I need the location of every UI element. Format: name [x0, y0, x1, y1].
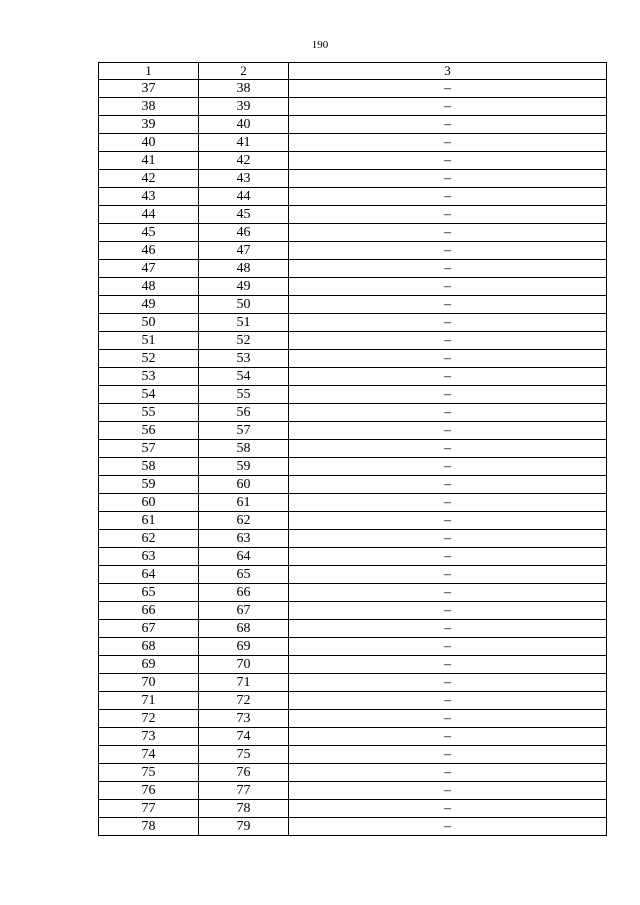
table-cell: 39	[99, 116, 199, 134]
table-row	[99, 602, 607, 620]
table-cell: 44	[99, 206, 199, 224]
table-cell: –	[289, 584, 607, 602]
table-row	[99, 764, 607, 782]
table-cell: 79	[199, 818, 289, 836]
column-header: 3	[289, 63, 607, 80]
table-cell: 63	[99, 548, 199, 566]
table-cell: 57	[199, 422, 289, 440]
table-cell: 74	[99, 746, 199, 764]
table-row	[99, 638, 607, 656]
table-row	[99, 242, 607, 260]
table-cell: –	[289, 818, 607, 836]
table-cell: 42	[199, 152, 289, 170]
table-row	[99, 422, 607, 440]
table-row	[99, 692, 607, 710]
table-cell: 59	[99, 476, 199, 494]
table-row	[99, 314, 607, 332]
table-cell: 67	[199, 602, 289, 620]
table-cell: 60	[99, 494, 199, 512]
table-row	[99, 674, 607, 692]
table-row	[99, 152, 607, 170]
table-row	[99, 800, 607, 818]
table-cell: –	[289, 602, 607, 620]
table-cell: –	[289, 440, 607, 458]
table-cell: 43	[199, 170, 289, 188]
table-cell: 73	[199, 710, 289, 728]
table-cell: 41	[199, 134, 289, 152]
table-cell: –	[289, 278, 607, 296]
table-cell: –	[289, 98, 607, 116]
table-cell: 43	[99, 188, 199, 206]
table-cell: 65	[199, 566, 289, 584]
table-row	[99, 458, 607, 476]
table-cell: 54	[99, 386, 199, 404]
table-cell: –	[289, 728, 607, 746]
table-row	[99, 386, 607, 404]
table-cell: –	[289, 530, 607, 548]
table-cell: 38	[99, 98, 199, 116]
table-cell: 66	[199, 584, 289, 602]
table-cell: –	[289, 368, 607, 386]
table-cell: 53	[199, 350, 289, 368]
table-cell: 59	[199, 458, 289, 476]
table-cell: 75	[99, 764, 199, 782]
table-row	[99, 548, 607, 566]
table-row	[99, 134, 607, 152]
table-row	[99, 260, 607, 278]
table-row	[99, 440, 607, 458]
table-row	[99, 404, 607, 422]
table-cell: 53	[99, 368, 199, 386]
table-cell: –	[289, 260, 607, 278]
table-cell: 69	[99, 656, 199, 674]
table-row	[99, 98, 607, 116]
table-cell: –	[289, 800, 607, 818]
table-cell: –	[289, 458, 607, 476]
table-row	[99, 566, 607, 584]
table-cell: 78	[199, 800, 289, 818]
table-cell: 45	[199, 206, 289, 224]
table-cell: –	[289, 566, 607, 584]
table-cell: –	[289, 782, 607, 800]
table-cell: 56	[199, 404, 289, 422]
table-row	[99, 710, 607, 728]
table-cell: 37	[99, 80, 199, 98]
table-cell: 61	[99, 512, 199, 530]
table-cell: 48	[199, 260, 289, 278]
table-row	[99, 530, 607, 548]
table-cell: 41	[99, 152, 199, 170]
table-row	[99, 224, 607, 242]
table-cell: 68	[199, 620, 289, 638]
table-cell: 49	[199, 278, 289, 296]
page-number: 190	[311, 39, 329, 51]
table-cell: –	[289, 332, 607, 350]
table-row	[99, 728, 607, 746]
table-cell: 64	[99, 566, 199, 584]
table-cell: 61	[199, 494, 289, 512]
table-cell: –	[289, 386, 607, 404]
table-row	[99, 512, 607, 530]
table-cell: 76	[99, 782, 199, 800]
table-cell: 77	[199, 782, 289, 800]
table-cell: –	[289, 404, 607, 422]
table-cell: 52	[199, 332, 289, 350]
table-cell: 40	[99, 134, 199, 152]
table-cell: 58	[99, 458, 199, 476]
table-cell: 68	[99, 638, 199, 656]
table-row	[99, 620, 607, 638]
table-cell: 78	[99, 818, 199, 836]
table-row	[99, 476, 607, 494]
table-row	[99, 188, 607, 206]
table-cell: –	[289, 242, 607, 260]
table-cell: –	[289, 746, 607, 764]
table-cell: –	[289, 224, 607, 242]
table-row	[99, 170, 607, 188]
table-cell: 47	[99, 260, 199, 278]
table-cell: –	[289, 548, 607, 566]
table-row	[99, 278, 607, 296]
data-table	[98, 62, 607, 836]
table-cell: –	[289, 80, 607, 98]
table-cell: 62	[199, 512, 289, 530]
table-cell: 51	[199, 314, 289, 332]
table-row	[99, 350, 607, 368]
table-row	[99, 116, 607, 134]
table-cell: 55	[99, 404, 199, 422]
table-cell: 50	[99, 314, 199, 332]
table-cell: –	[289, 170, 607, 188]
table-cell: –	[289, 764, 607, 782]
table-cell: 71	[99, 692, 199, 710]
table-cell: 75	[199, 746, 289, 764]
table-row	[99, 296, 607, 314]
table-row	[99, 782, 607, 800]
table-cell: 66	[99, 602, 199, 620]
table-cell: –	[289, 116, 607, 134]
table-cell: –	[289, 512, 607, 530]
table-cell: 51	[99, 332, 199, 350]
table-row	[99, 746, 607, 764]
table-cell: 60	[199, 476, 289, 494]
table-cell: 69	[199, 638, 289, 656]
column-header: 2	[199, 63, 289, 80]
table-cell: –	[289, 638, 607, 656]
table-cell: 39	[199, 98, 289, 116]
table-cell: 49	[99, 296, 199, 314]
table-cell: –	[289, 350, 607, 368]
table-cell: 48	[99, 278, 199, 296]
table-cell: –	[289, 422, 607, 440]
table-cell: –	[289, 620, 607, 638]
table-cell: –	[289, 656, 607, 674]
table-cell: 72	[99, 710, 199, 728]
table-cell: –	[289, 476, 607, 494]
table-cell: 71	[199, 674, 289, 692]
column-header: 1	[99, 63, 199, 80]
table-cell: 74	[199, 728, 289, 746]
table-cell: 38	[199, 80, 289, 98]
table-cell: 42	[99, 170, 199, 188]
table-cell: 46	[99, 242, 199, 260]
table-cell: 47	[199, 242, 289, 260]
table-cell: 58	[199, 440, 289, 458]
table-cell: 72	[199, 692, 289, 710]
table-cell: 73	[99, 728, 199, 746]
table-cell: 63	[199, 530, 289, 548]
table-cell: 40	[199, 116, 289, 134]
table-cell: –	[289, 296, 607, 314]
table-row	[99, 656, 607, 674]
table-cell: 62	[99, 530, 199, 548]
table-cell: 54	[199, 368, 289, 386]
table-cell: –	[289, 314, 607, 332]
table-cell: –	[289, 134, 607, 152]
table-cell: 70	[99, 674, 199, 692]
table-cell: –	[289, 494, 607, 512]
table-cell: –	[289, 674, 607, 692]
table-row	[99, 332, 607, 350]
table-row	[99, 584, 607, 602]
table-header-row	[99, 63, 607, 80]
table-cell: –	[289, 710, 607, 728]
table-cell: 70	[199, 656, 289, 674]
table-cell: –	[289, 152, 607, 170]
table-row	[99, 494, 607, 512]
table-cell: 76	[199, 764, 289, 782]
table-body	[99, 63, 607, 836]
table-cell: 50	[199, 296, 289, 314]
table-cell: 45	[99, 224, 199, 242]
table-cell: 55	[199, 386, 289, 404]
table-cell: 67	[99, 620, 199, 638]
table-row	[99, 206, 607, 224]
table-cell: 64	[199, 548, 289, 566]
table-cell: 56	[99, 422, 199, 440]
table-row	[99, 818, 607, 836]
table-cell: 57	[99, 440, 199, 458]
table-cell: 65	[99, 584, 199, 602]
table-cell: 46	[199, 224, 289, 242]
table-cell: 77	[99, 800, 199, 818]
table-cell: 52	[99, 350, 199, 368]
table-cell: –	[289, 692, 607, 710]
table-cell: –	[289, 188, 607, 206]
table-cell: –	[289, 206, 607, 224]
table-row	[99, 368, 607, 386]
table-row	[99, 80, 607, 98]
table-cell: 44	[199, 188, 289, 206]
